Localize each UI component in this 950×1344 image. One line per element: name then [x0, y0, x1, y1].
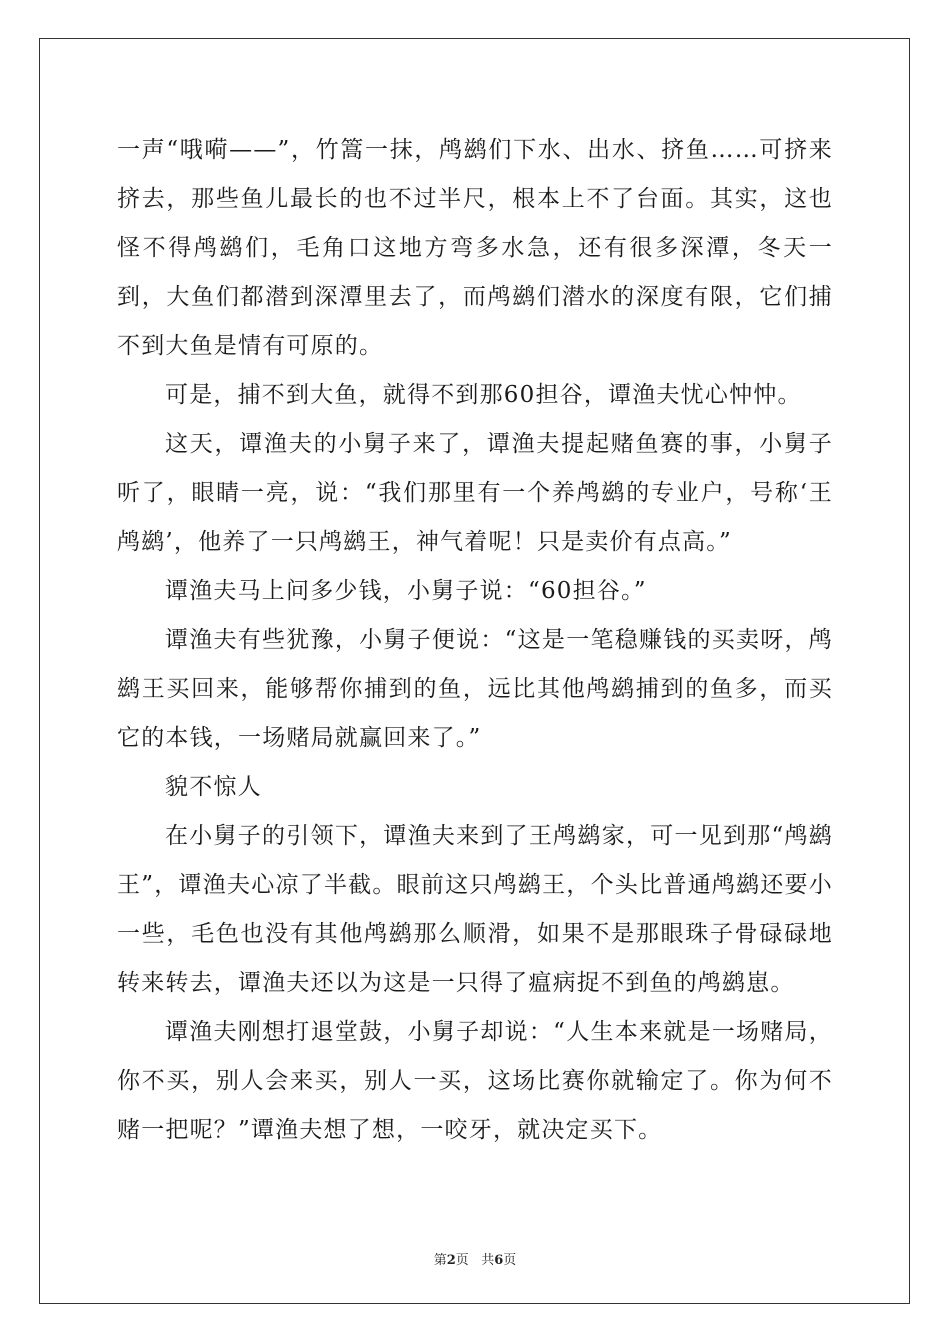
paragraph-7: 谭渔夫刚想打退堂鼓，小舅子却说：“人生本来就是一场赌局，你不买，别人会来买，别人一买，这场比赛你就输定了。你为何不赌一把呢？”谭渔夫想了想，一咬牙，就决定买下。: [117, 1019, 833, 1143]
section-heading: 貌不惊人: [165, 774, 262, 800]
paragraph-1: 一声“哦嗬——”，竹篙一抹，鸬鹚们下水、出水、挤鱼……可挤来挤去，那些鱼儿最长的也不过半尺，根本上不了台面。其实，这也怪不得鸬鹚们，毛角口这地方弯多水急，还有很多深潭，冬天一到，大鱼们都潜到深潭里去了，而鸬鹚们潜水的深度有限，它们捕不到大鱼是情有可原的。: [117, 137, 833, 359]
page-footer: [0, 1249, 950, 1268]
page-prefix: 第: [433, 1253, 447, 1268]
total-pages: 6: [494, 1253, 504, 1268]
paragraph-6: 在小舅子的引领下，谭渔夫来到了王鸬鹚家，可一见到那“鸬鹚王”，谭渔夫心凉了半截。眼前这只鸬鹚王，个头比普通鸬鹚还要小一些，毛色也没有其他鸬鹚那么顺滑，如果不是那眼珠子骨碌碌地转来转去，谭渔夫还以为这是一只得了瘟病捉不到鱼的鸬鹚崽。: [117, 823, 833, 996]
paragraph-2: 可是，捕不到大鱼，就得不到那60担谷，谭渔夫忧心忡忡。: [165, 382, 802, 408]
page-number: 2: [446, 1253, 456, 1268]
total-suffix: 页: [503, 1253, 517, 1268]
total-prefix: 共: [481, 1253, 495, 1268]
paragraph-3: 这天，谭渔夫的小舅子来了，谭渔夫提起赌鱼赛的事，小舅子听了，眼睛一亮，说：“我们那里有一个养鸬鹚的专业户，号称‘王鸬鹚’，他养了一只鸬鹚王，神气着呢！只是卖价有点高。”: [117, 431, 833, 555]
paragraph-5: 谭渔夫有些犹豫，小舅子便说：“这是一笔稳赚钱的买卖呀，鸬鹚王买回来，能够帮你捕到的鱼，远比其他鸬鹚捕到的鱼多，而买它的本钱，一场赌局就赢回来了。”: [117, 627, 833, 751]
document-body: [117, 126, 833, 1155]
paragraph-4: 谭渔夫马上问多少钱，小舅子说：“60担谷。”: [165, 578, 647, 604]
page-suffix: 页: [455, 1253, 469, 1268]
